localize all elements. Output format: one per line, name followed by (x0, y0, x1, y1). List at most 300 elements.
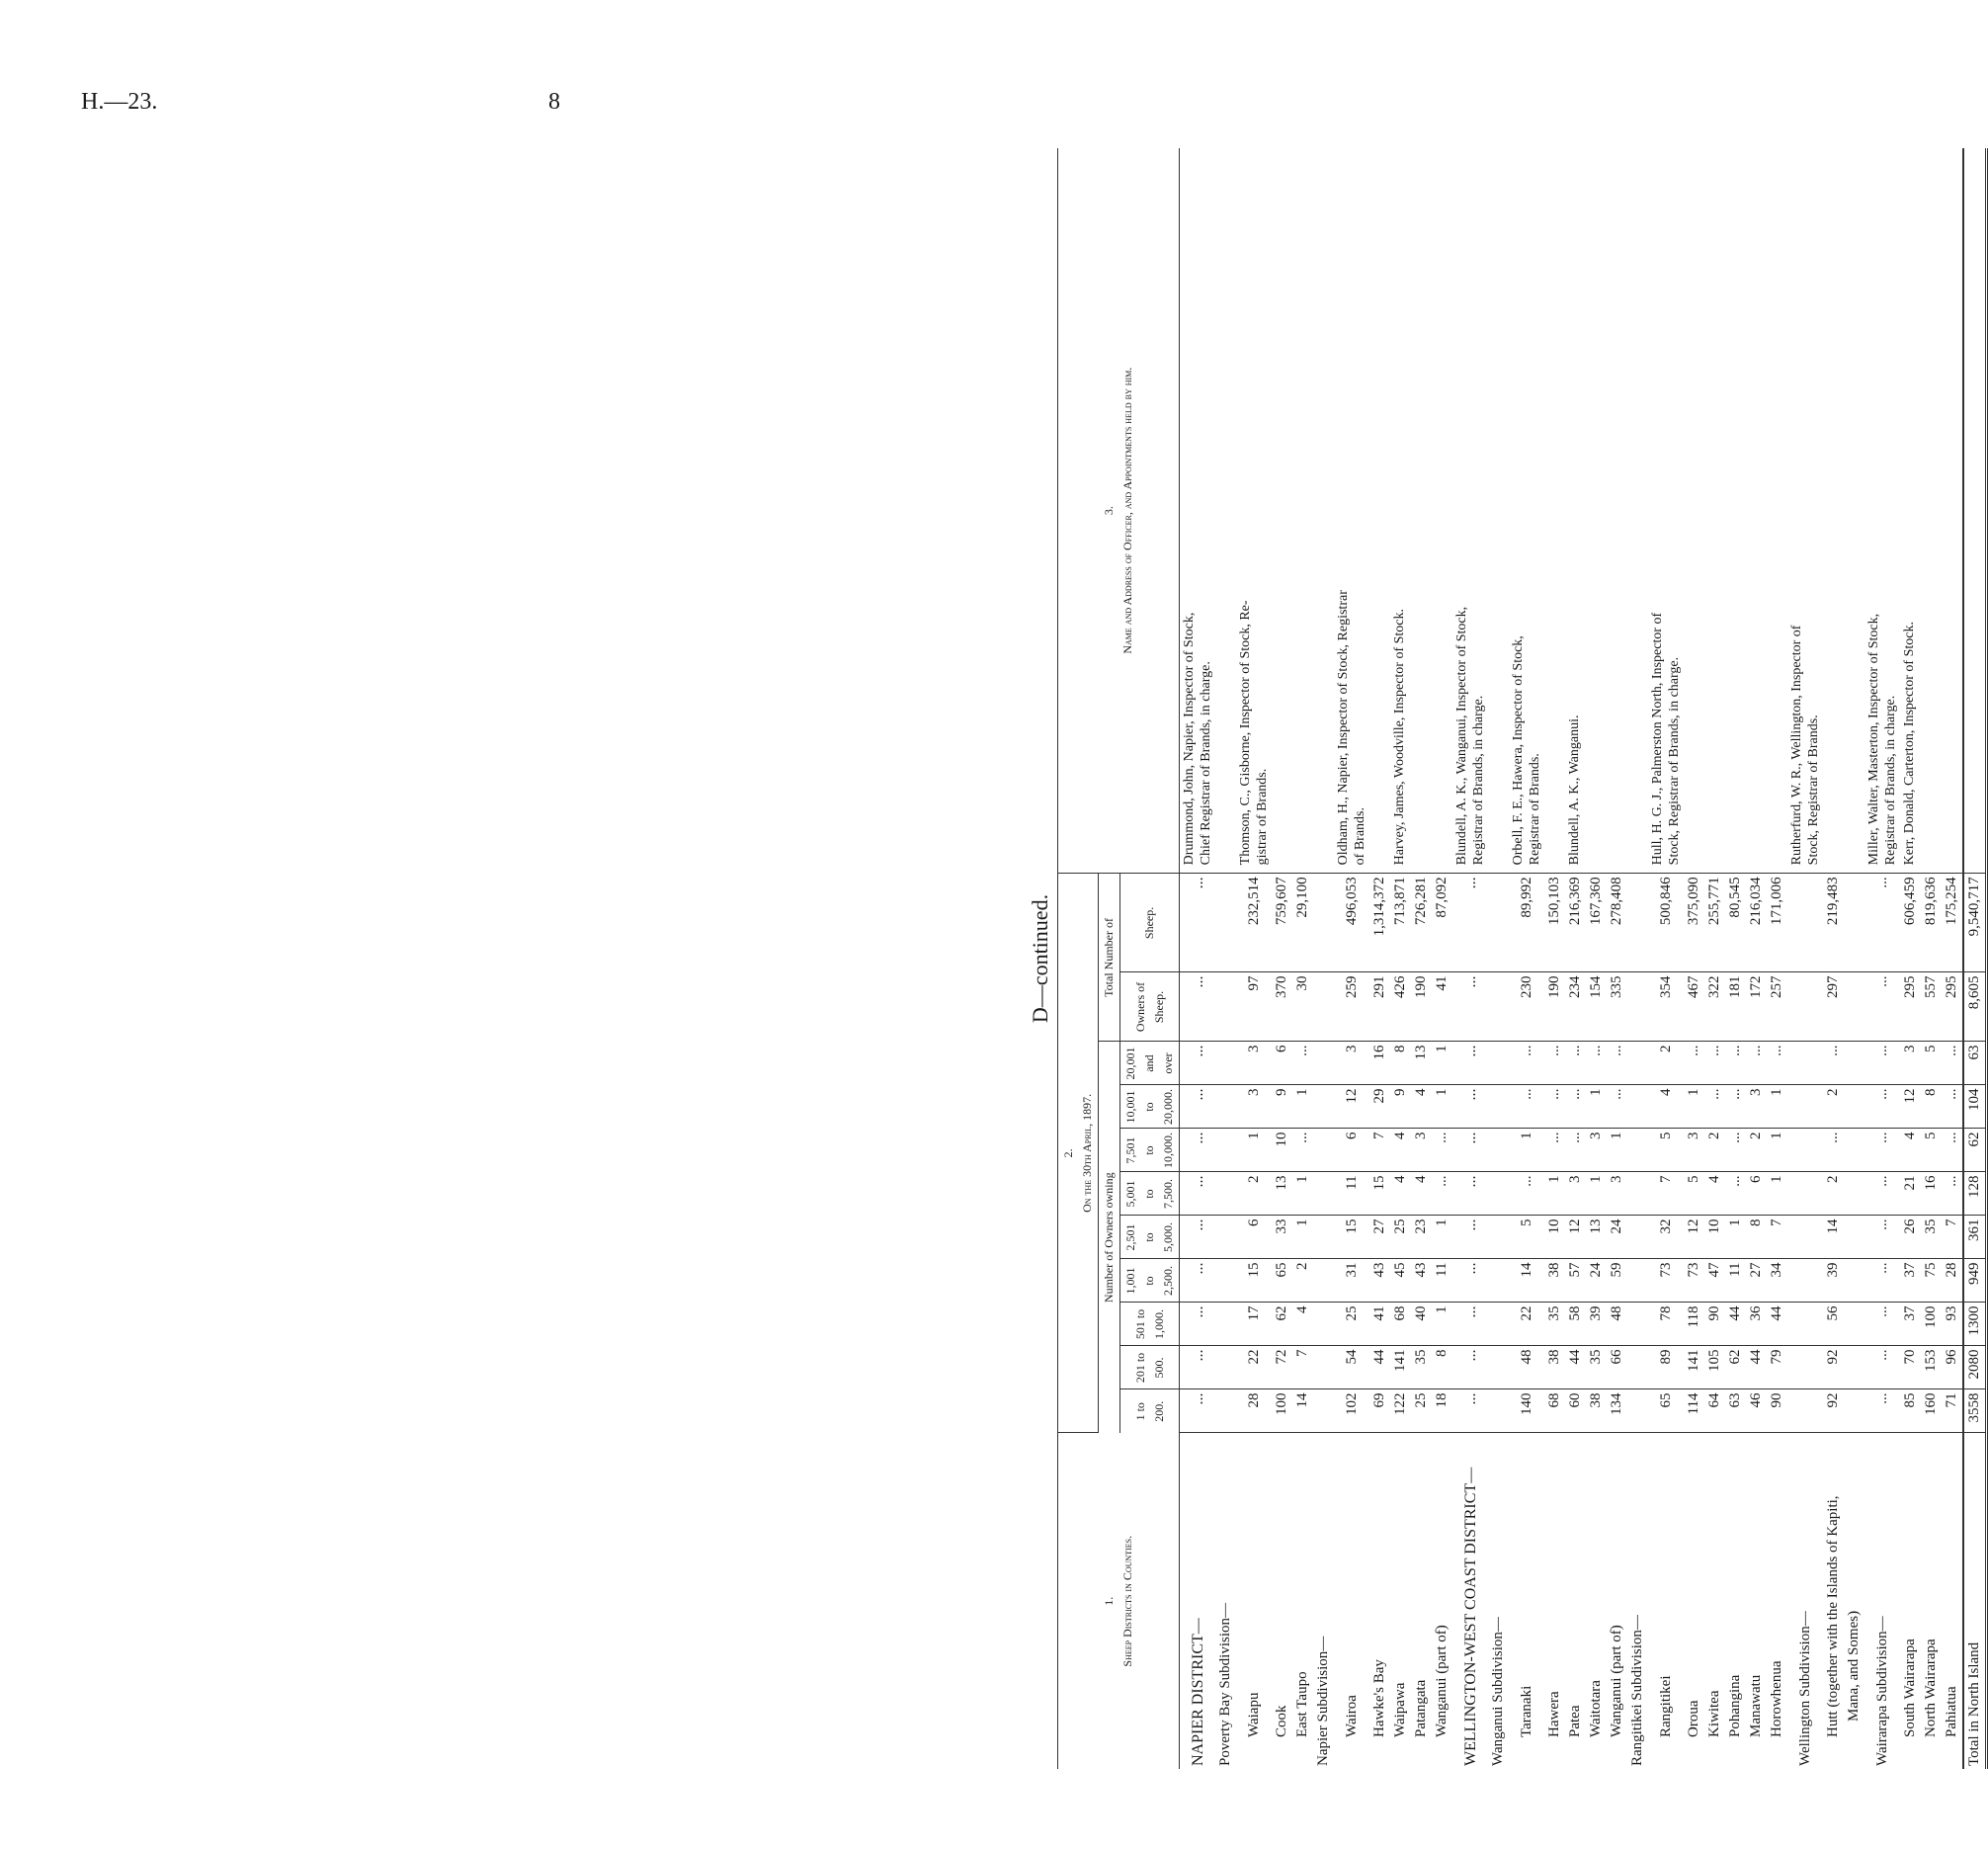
officer-cell (1725, 148, 1746, 874)
officer-cell (1787, 148, 1823, 874)
officer-line: Oldham, H., Napier, Inspector of Stock, Registrar (1336, 590, 1351, 866)
value-cell: 65 (1272, 1259, 1292, 1303)
value-cell (1844, 874, 1864, 972)
value-cell: 56 (1823, 1303, 1844, 1346)
value-cell: 102 (1334, 1389, 1369, 1433)
value-cell (1215, 1129, 1236, 1172)
value-cell (1787, 1389, 1823, 1433)
value-cell: 216,034 (1746, 874, 1767, 972)
value-cell (1215, 1303, 1236, 1346)
value-cell: 1 (1586, 1172, 1607, 1216)
owners-of-sheep-header: Owners of Sheep. (1120, 972, 1180, 1042)
value-cell: 1300 (1963, 1303, 1987, 1346)
value-cell: 2080 (1963, 1346, 1987, 1389)
value-cell: 90 (1704, 1303, 1725, 1346)
value-cell: 97 (1236, 972, 1272, 1042)
value-cell: 73 (1684, 1259, 1704, 1303)
value-cell: 219,483 (1823, 874, 1844, 972)
table-row (1607, 148, 1627, 1769)
value-cell: 79 (1767, 1346, 1787, 1389)
value-cell: 11 (1725, 1259, 1746, 1303)
officer-cell (1369, 148, 1390, 874)
value-cell: 6 (1746, 1172, 1767, 1216)
officer-cell (1292, 148, 1313, 874)
value-cell: ... (1432, 1172, 1452, 1216)
value-cell: ... (1725, 1085, 1746, 1129)
value-cell (1787, 1172, 1823, 1216)
value-cell: 13 (1411, 1042, 1432, 1085)
row-label: NAPIER DISTRICT— (1189, 1618, 1206, 1766)
value-cell (1313, 1216, 1334, 1259)
value-cell: 33 (1272, 1216, 1292, 1259)
officer-cell (1452, 148, 1488, 874)
value-cell: 1 (1767, 1172, 1787, 1216)
sheep-header: Sheep. (1120, 874, 1180, 972)
value-cell: 15 (1369, 1172, 1390, 1216)
value-cell: 2 (1823, 1172, 1844, 1216)
value-cell: 426 (1390, 972, 1411, 1042)
table-row (1215, 148, 1236, 1769)
value-cell: 2 (1292, 1259, 1313, 1303)
value-cell: ... (1725, 1172, 1746, 1216)
value-cell: 819,636 (1921, 874, 1942, 972)
table-row (1313, 148, 1334, 1769)
value-cell: ... (1864, 874, 1900, 972)
row-label: Rangitikei (1657, 1675, 1674, 1737)
range-header: 5,001 to 7,500. (1120, 1172, 1180, 1216)
value-cell: 6 (1334, 1129, 1369, 1172)
value-cell: 27 (1369, 1216, 1390, 1259)
value-cell (1844, 972, 1864, 1042)
table-row (1963, 148, 1987, 1769)
value-cell: 37 (1900, 1303, 1921, 1346)
value-cell: ... (1864, 1303, 1900, 1346)
value-cell: 2 (1236, 1172, 1272, 1216)
value-cell: 230 (1509, 972, 1544, 1042)
value-cell: 24 (1586, 1259, 1607, 1303)
value-cell: 69 (1369, 1389, 1390, 1433)
value-cell: 278,408 (1607, 874, 1627, 972)
value-cell: 28 (1236, 1389, 1272, 1433)
value-cell: 167,360 (1586, 874, 1607, 972)
col1-header (1058, 1433, 1180, 1769)
value-cell: 7 (1942, 1216, 1963, 1259)
value-cell: 41 (1369, 1303, 1390, 1346)
officer-cell (1313, 148, 1334, 874)
value-cell: 44 (1565, 1346, 1586, 1389)
value-cell: 16 (1921, 1172, 1942, 1216)
value-cell (1313, 1172, 1334, 1216)
value-cell: 13 (1586, 1216, 1607, 1259)
table-row (1942, 148, 1963, 1769)
value-cell: 54 (1334, 1346, 1369, 1389)
table-row (1704, 148, 1725, 1769)
value-cell: 96 (1942, 1346, 1963, 1389)
officer-line: Orbell, F. E., Hawera, Inspector of Stock, (1511, 635, 1526, 866)
value-cell: 17 (1236, 1303, 1272, 1346)
range-header: 1 to 200. (1120, 1389, 1180, 1433)
value-cell (1844, 1346, 1864, 1389)
table-row (1452, 148, 1488, 1769)
value-cell: 16 (1369, 1042, 1390, 1085)
range-header: 501 to 1,000. (1120, 1303, 1180, 1346)
table-row (1390, 148, 1411, 1769)
value-cell: 29,100 (1292, 874, 1313, 972)
value-cell: 85 (1900, 1389, 1921, 1433)
value-cell: ... (1452, 1259, 1488, 1303)
table-row (1272, 148, 1292, 1769)
value-cell (1313, 1303, 1334, 1346)
value-cell: 1 (1432, 1085, 1452, 1129)
officer-cell (1586, 148, 1607, 874)
row-label: Wanganui Subdivision— (1490, 1617, 1506, 1766)
value-cell: 726,281 (1411, 874, 1432, 972)
value-cell (1627, 1085, 1648, 1129)
officer-cell (1432, 148, 1452, 874)
officer-cell (1767, 148, 1787, 874)
row-label: North Wairarapa (1923, 1639, 1939, 1737)
value-cell (1844, 1216, 1864, 1259)
value-cell: ... (1509, 1085, 1544, 1129)
value-cell: ... (1864, 972, 1900, 1042)
value-cell: 93 (1942, 1303, 1963, 1346)
value-cell: ... (1942, 1085, 1963, 1129)
table-row (1684, 148, 1704, 1769)
value-cell: 759,607 (1272, 874, 1292, 972)
value-cell: 7 (1369, 1129, 1390, 1172)
value-cell: 26 (1900, 1216, 1921, 1259)
value-cell: ... (1864, 1216, 1900, 1259)
officer-cell (1180, 148, 1216, 874)
row-label: Wairarapa Subdivision— (1873, 1616, 1890, 1766)
table-row (1180, 148, 1216, 1769)
table-row (1292, 148, 1313, 1769)
value-cell: 89,992 (1509, 874, 1544, 972)
value-cell: 234 (1565, 972, 1586, 1042)
value-cell: 14 (1509, 1259, 1544, 1303)
value-cell: 3 (1586, 1129, 1607, 1172)
value-cell: ... (1864, 1042, 1900, 1085)
value-cell: 190 (1411, 972, 1432, 1042)
value-cell: ... (1864, 1389, 1900, 1433)
value-cell: ... (1452, 874, 1488, 972)
value-cell: ... (1180, 1129, 1216, 1172)
value-cell: ... (1180, 972, 1216, 1042)
value-cell: 3 (1565, 1172, 1586, 1216)
value-cell: 12 (1684, 1216, 1704, 1259)
value-cell (1313, 1129, 1334, 1172)
value-cell: ... (1767, 1042, 1787, 1085)
value-cell: 14 (1823, 1216, 1844, 1259)
value-cell: 1 (1236, 1129, 1272, 1172)
value-cell (1787, 1259, 1823, 1303)
value-cell: 92 (1823, 1389, 1844, 1433)
value-cell: ... (1452, 1216, 1488, 1259)
value-cell: ... (1942, 1129, 1963, 1172)
value-cell: ... (1725, 1129, 1746, 1172)
officer-line: Blundell, A. K., Wanganui. (1567, 715, 1582, 866)
value-cell: 140 (1509, 1389, 1544, 1433)
value-cell: 15 (1236, 1259, 1272, 1303)
value-cell: 259 (1334, 972, 1369, 1042)
value-cell: ... (1607, 1042, 1627, 1085)
value-cell (1488, 1346, 1509, 1389)
value-cell: 27 (1746, 1259, 1767, 1303)
value-cell: 4 (1390, 1129, 1411, 1172)
value-cell: 5 (1921, 1042, 1942, 1085)
value-cell: 31 (1334, 1259, 1369, 1303)
value-cell: 65 (1648, 1389, 1684, 1433)
value-cell: ... (1864, 1085, 1900, 1129)
value-cell: 11 (1334, 1172, 1369, 1216)
value-cell: 44 (1746, 1346, 1767, 1389)
value-cell: 66 (1607, 1346, 1627, 1389)
value-cell (1313, 1042, 1334, 1085)
officer-line: Kerr, Donald, Carterton, Inspector of Stock. (1902, 622, 1917, 866)
value-cell: ... (1292, 1129, 1313, 1172)
value-cell: ... (1180, 1216, 1216, 1259)
row-label: Waitotara (1588, 1680, 1604, 1737)
value-cell: 713,871 (1390, 874, 1411, 972)
value-cell: 361 (1963, 1216, 1987, 1259)
table-row (1823, 148, 1844, 1769)
range-header: 7,501 to 10,000. (1120, 1129, 1180, 1172)
value-cell: 255,771 (1704, 874, 1725, 972)
value-cell: 23 (1411, 1216, 1432, 1259)
value-cell: 257 (1767, 972, 1787, 1042)
value-cell (1844, 1129, 1864, 1172)
value-cell (1787, 1346, 1823, 1389)
value-cell: 45 (1390, 1259, 1411, 1303)
value-cell: ... (1544, 1129, 1565, 1172)
value-cell: ... (1452, 1085, 1488, 1129)
value-cell (1627, 1346, 1648, 1389)
officer-cell (1704, 148, 1725, 874)
value-cell: ... (1509, 1042, 1544, 1085)
table-row (1767, 148, 1787, 1769)
row-label: Cook (1274, 1705, 1289, 1737)
value-cell: 64 (1704, 1389, 1725, 1433)
value-cell: 1 (1432, 1216, 1452, 1259)
value-cell: 10 (1544, 1216, 1565, 1259)
value-cell: 467 (1684, 972, 1704, 1042)
row-label: Wairoa (1343, 1695, 1360, 1737)
sheep-owners-table (1057, 148, 1988, 1769)
value-cell: ... (1180, 1259, 1216, 1303)
table-title: D—continued. (1028, 893, 1052, 1024)
value-cell (1844, 1085, 1864, 1129)
row-label: Poverty Bay Subdivision— (1217, 1602, 1233, 1766)
value-cell: ... (1565, 1129, 1586, 1172)
value-cell (1627, 1172, 1648, 1216)
value-cell (1844, 1389, 1864, 1433)
value-cell: 606,459 (1900, 874, 1921, 972)
value-cell: 3 (1411, 1129, 1432, 1172)
value-cell: 62 (1963, 1129, 1987, 1172)
value-cell: ... (1432, 1129, 1452, 1172)
value-cell: 21 (1900, 1172, 1921, 1216)
value-cell: ... (1942, 1042, 1963, 1085)
value-cell: 1 (1432, 1303, 1452, 1346)
value-cell: 40 (1411, 1303, 1432, 1346)
value-cell: 6 (1272, 1042, 1292, 1085)
table-row (1411, 148, 1432, 1769)
table-row (1921, 148, 1942, 1769)
value-cell: 12 (1900, 1085, 1921, 1129)
row-label: Waipawa (1392, 1682, 1408, 1737)
value-cell (1313, 972, 1334, 1042)
value-cell: 73 (1648, 1259, 1684, 1303)
value-cell: 62 (1272, 1303, 1292, 1346)
table-row (1509, 148, 1544, 1769)
value-cell: 28 (1942, 1259, 1963, 1303)
row-label: South Wairarapa (1902, 1639, 1918, 1737)
value-cell: 3 (1746, 1085, 1767, 1129)
value-cell: ... (1180, 1042, 1216, 1085)
value-cell: 44 (1767, 1303, 1787, 1346)
officer-cell (1565, 148, 1586, 874)
value-cell: 37 (1900, 1259, 1921, 1303)
value-cell: 59 (1607, 1259, 1627, 1303)
value-cell: 172 (1746, 972, 1767, 1042)
value-cell: 7 (1292, 1346, 1313, 1389)
officer-line: Thomson, C., Gisborne, Inspector of Stock, Re- (1238, 600, 1253, 866)
value-cell: 47 (1704, 1259, 1725, 1303)
value-cell (1313, 1259, 1334, 1303)
value-cell: 43 (1411, 1259, 1432, 1303)
table-row (1334, 148, 1369, 1769)
value-cell: 496,053 (1334, 874, 1369, 972)
value-cell: 63 (1963, 1042, 1987, 1085)
table-row (1787, 148, 1823, 1769)
value-cell: 11 (1432, 1259, 1452, 1303)
value-cell: 8 (1746, 1216, 1767, 1259)
value-cell (1215, 1085, 1236, 1129)
table-row (1236, 148, 1272, 1769)
value-cell: 22 (1236, 1346, 1272, 1389)
value-cell: 32 (1648, 1216, 1684, 1259)
value-cell: 63 (1725, 1389, 1746, 1433)
officer-cell (1215, 148, 1236, 874)
value-cell: 322 (1704, 972, 1725, 1042)
value-cell: 46 (1746, 1389, 1767, 1433)
value-cell: 370 (1272, 972, 1292, 1042)
row-label: Wellington Subdivision— (1796, 1611, 1813, 1766)
row-label: East Taupo (1294, 1671, 1310, 1737)
range-header: 1,001 to 2,500. (1120, 1259, 1180, 1303)
value-cell: 6 (1236, 1216, 1272, 1259)
value-cell: 89 (1648, 1346, 1684, 1389)
value-cell: 5 (1921, 1129, 1942, 1172)
value-cell: 297 (1823, 972, 1844, 1042)
value-cell: ... (1565, 1042, 1586, 1085)
value-cell: 2 (1746, 1129, 1767, 1172)
value-cell: ... (1452, 1389, 1488, 1433)
date-header: On the 30th April, 1897. (1080, 1093, 1094, 1213)
value-cell: 2 (1648, 1042, 1684, 1085)
officer-cell (1921, 148, 1942, 874)
value-cell: 557 (1921, 972, 1942, 1042)
row-label: Patangata (1413, 1679, 1429, 1737)
row-label: Oroua (1686, 1700, 1701, 1737)
value-cell: 4 (1648, 1085, 1684, 1129)
value-cell (1488, 1172, 1509, 1216)
officer-cell (1509, 148, 1544, 874)
officer-line: Registrar of Brands, in charge. (1883, 695, 1898, 866)
value-cell: 171,006 (1767, 874, 1787, 972)
value-cell: ... (1452, 1346, 1488, 1389)
range-header: 201 to 500. (1120, 1346, 1180, 1389)
value-cell: 30 (1292, 972, 1313, 1042)
row-label: Hawke's Bay (1371, 1659, 1387, 1737)
value-cell: 4 (1900, 1129, 1921, 1172)
value-cell: 118 (1684, 1303, 1704, 1346)
value-cell: 38 (1544, 1259, 1565, 1303)
value-cell: 2 (1823, 1085, 1844, 1129)
value-cell: 38 (1544, 1346, 1565, 1389)
value-cell: 3 (1607, 1172, 1627, 1216)
row-label: Hawera (1546, 1691, 1562, 1737)
table-row (1844, 148, 1864, 1769)
value-cell (1488, 1303, 1509, 1346)
col3-header (1058, 148, 1180, 874)
value-cell: 1 (1725, 1216, 1746, 1259)
value-cell (1215, 1389, 1236, 1433)
value-cell (1488, 1216, 1509, 1259)
value-cell: ... (1180, 1303, 1216, 1346)
value-cell: 10 (1272, 1129, 1292, 1172)
value-cell: 3 (1900, 1042, 1921, 1085)
row-label: Kiwitea (1706, 1690, 1722, 1737)
value-cell: 153 (1921, 1346, 1942, 1389)
value-cell: 105 (1704, 1346, 1725, 1389)
districts-header: Sheep Districts in Counties. (1120, 1535, 1134, 1667)
value-cell (1787, 1303, 1823, 1346)
officer-cell (1746, 148, 1767, 874)
col2-header (1058, 874, 1099, 1433)
value-cell (1215, 1042, 1236, 1085)
value-cell: 10 (1704, 1216, 1725, 1259)
table-row (1648, 148, 1684, 1769)
value-cell: ... (1864, 1129, 1900, 1172)
owners-owning-header: Number of Owners owning (1099, 1042, 1120, 1433)
value-cell: 100 (1921, 1303, 1942, 1346)
value-cell (1313, 1346, 1334, 1389)
value-cell: ... (1180, 1172, 1216, 1216)
value-cell: ... (1565, 1085, 1586, 1129)
value-cell: 34 (1767, 1259, 1787, 1303)
value-cell: 92 (1823, 1346, 1844, 1389)
value-cell: 8 (1432, 1346, 1452, 1389)
value-cell (1488, 874, 1509, 972)
value-cell: 500,846 (1648, 874, 1684, 972)
value-cell (1215, 1172, 1236, 1216)
officer-cell (1627, 148, 1648, 874)
value-cell: 25 (1411, 1389, 1432, 1433)
table-row (1565, 148, 1586, 1769)
value-cell: 1 (1586, 1085, 1607, 1129)
value-cell: ... (1725, 1042, 1746, 1085)
value-cell: ... (1452, 972, 1488, 1042)
officer-cell (1900, 148, 1921, 874)
value-cell: 70 (1900, 1346, 1921, 1389)
value-cell: 3 (1236, 1042, 1272, 1085)
value-cell: ... (1704, 1085, 1725, 1129)
value-cell: 13 (1272, 1172, 1292, 1216)
officer-cell (1607, 148, 1627, 874)
value-cell (1627, 874, 1648, 972)
value-cell: 160 (1921, 1389, 1942, 1433)
